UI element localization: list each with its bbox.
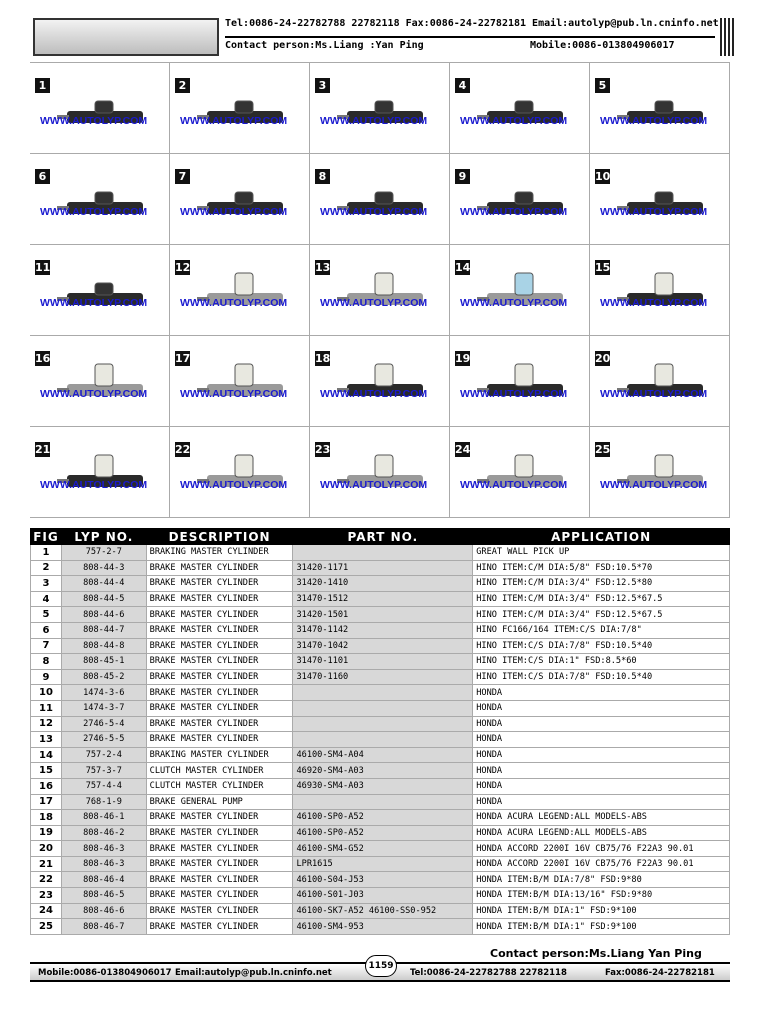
figure-number: 12 — [175, 261, 191, 274]
product-cell — [30, 245, 170, 336]
cylinder-photo — [335, 447, 435, 507]
product-cell — [590, 245, 730, 336]
figure-number: 17 — [175, 352, 191, 365]
table-row — [31, 560, 730, 576]
product-cell — [310, 245, 450, 336]
application-cell: HONDA — [473, 716, 730, 732]
fig-cell: 5 — [31, 607, 62, 623]
application-cell: HINO ITEM:C/S DIA:7/8" FSD:10.5*40 — [473, 638, 730, 654]
application-cell: HINO ITEM:C/M DIA:3/4" FSD:12.5*80 — [473, 576, 730, 592]
part-no-cell: 31470-1160 — [293, 669, 473, 685]
figure-number: 5 — [595, 78, 610, 93]
figure-number: 22 — [175, 443, 191, 456]
table-row — [31, 810, 730, 826]
fig-cell: 8 — [31, 654, 62, 670]
cylinder-photo — [195, 447, 295, 507]
footer-fax: Fax:0086-24-22782181 — [605, 968, 715, 978]
footer-mobile: Mobile:0086-013804906017 — [38, 968, 172, 978]
product-cell — [30, 63, 170, 154]
product-cell — [310, 63, 450, 154]
application-cell: HONDA ACCORD 2200I 16V CB75/76 F22A3 90.01 — [473, 841, 730, 857]
fig-cell: 1 — [31, 545, 62, 561]
fig-cell: 21 — [31, 856, 62, 872]
description-cell: BRAKE MASTER CYLINDER — [146, 732, 293, 748]
product-cell — [450, 63, 590, 154]
page-header — [30, 14, 740, 60]
product-cell — [450, 427, 590, 518]
cylinder-photo — [195, 83, 295, 143]
product-cell — [310, 336, 450, 427]
col-lyp-no: LYP NO. — [61, 529, 146, 545]
watermark-text: WWW.AUTOLYP.COM — [320, 115, 428, 127]
header-rule — [225, 36, 715, 38]
fig-cell: 13 — [31, 732, 62, 748]
cylinder-photo — [335, 174, 435, 234]
product-cell — [590, 154, 730, 245]
lyp-no-cell: 1474-3-7 — [61, 700, 146, 716]
lyp-no-cell: 757-4-4 — [61, 778, 146, 794]
description-cell: BRAKE MASTER CYLINDER — [146, 560, 293, 576]
mobile-number: Mobile:0086-013804906017 — [530, 40, 675, 51]
description-cell: BRAKE MASTER CYLINDER — [146, 716, 293, 732]
watermark-text: WWW.AUTOLYP.COM — [180, 479, 288, 491]
fig-cell: 20 — [31, 841, 62, 857]
application-cell: HINO ITEM:C/S DIA:7/8" FSD:10.5*40 — [473, 669, 730, 685]
product-cell — [450, 245, 590, 336]
watermark-text: WWW.AUTOLYP.COM — [180, 297, 288, 309]
cylinder-photo — [475, 265, 575, 325]
product-cell — [310, 154, 450, 245]
description-cell: BRAKE MASTER CYLINDER — [146, 607, 293, 623]
cylinder-photo — [335, 356, 435, 416]
lyp-no-cell: 1474-3-6 — [61, 685, 146, 701]
fig-cell: 24 — [31, 903, 62, 919]
cylinder-photo — [335, 265, 435, 325]
description-cell: BRAKE MASTER CYLINDER — [146, 654, 293, 670]
lyp-no-cell: 808-44-6 — [61, 607, 146, 623]
application-cell: HONDA ITEM:B/M DIA:1" FSD:9*100 — [473, 903, 730, 919]
fig-cell: 4 — [31, 591, 62, 607]
product-cell — [170, 63, 310, 154]
col-description: DESCRIPTION — [146, 529, 293, 545]
part-no-cell: 46100-SP0-A52 — [293, 810, 473, 826]
fig-cell: 14 — [31, 747, 62, 763]
figure-number: 4 — [455, 78, 470, 93]
barcode-decoration — [720, 18, 736, 56]
table-row — [31, 841, 730, 857]
table-row — [31, 794, 730, 810]
watermark-text: WWW.AUTOLYP.COM — [600, 206, 708, 218]
lyp-no-cell: 808-44-8 — [61, 638, 146, 654]
footer-email: Email:autolyp@pub.ln.cninfo.net — [175, 968, 332, 978]
logo-box — [33, 18, 219, 56]
cylinder-photo — [335, 83, 435, 143]
product-cell — [30, 154, 170, 245]
table-row — [31, 638, 730, 654]
lyp-no-cell: 808-46-7 — [61, 919, 146, 935]
lyp-no-cell: 808-46-3 — [61, 841, 146, 857]
product-cell — [30, 336, 170, 427]
table-row — [31, 763, 730, 779]
description-cell: BRAKE MASTER CYLINDER — [146, 685, 293, 701]
part-no-cell: 31470-1101 — [293, 654, 473, 670]
product-cell — [590, 336, 730, 427]
lyp-no-cell: 2746-5-5 — [61, 732, 146, 748]
figure-number: 15 — [595, 261, 611, 274]
watermark-text: WWW.AUTOLYP.COM — [180, 115, 288, 127]
figure-number: 18 — [315, 352, 331, 365]
description-cell: CLUTCH MASTER CYLINDER — [146, 763, 293, 779]
product-cell — [30, 427, 170, 518]
part-no-cell: LPR1615 — [293, 856, 473, 872]
lyp-no-cell: 757-2-7 — [61, 545, 146, 561]
part-no-cell: 31420-1410 — [293, 576, 473, 592]
fig-cell: 3 — [31, 576, 62, 592]
application-cell: HONDA — [473, 700, 730, 716]
lyp-no-cell: 768-1-9 — [61, 794, 146, 810]
description-cell: BRAKE MASTER CYLINDER — [146, 888, 293, 904]
lyp-no-cell: 757-2-4 — [61, 747, 146, 763]
application-cell: HONDA ACURA LEGEND:ALL MODELS-ABS — [473, 825, 730, 841]
figure-number: 14 — [455, 261, 471, 274]
figure-number: 11 — [35, 261, 51, 274]
watermark-text: WWW.AUTOLYP.COM — [460, 388, 568, 400]
table-row — [31, 700, 730, 716]
product-cell — [310, 427, 450, 518]
description-cell: BRAKE MASTER CYLINDER — [146, 700, 293, 716]
figure-number: 8 — [315, 169, 330, 184]
description-cell: BRAKE MASTER CYLINDER — [146, 856, 293, 872]
lyp-no-cell: 808-44-7 — [61, 622, 146, 638]
table-row — [31, 825, 730, 841]
lyp-no-cell: 808-44-4 — [61, 576, 146, 592]
application-cell: HINO ITEM:C/S DIA:1" FSD:8.5*60 — [473, 654, 730, 670]
part-no-cell: 31470-1512 — [293, 591, 473, 607]
figure-number: 25 — [595, 443, 611, 456]
application-cell: HONDA — [473, 778, 730, 794]
lyp-no-cell: 808-46-3 — [61, 856, 146, 872]
watermark-text: WWW.AUTOLYP.COM — [600, 115, 708, 127]
part-no-cell: 46100-S01-J03 — [293, 888, 473, 904]
figure-number: 6 — [35, 169, 50, 184]
application-cell: HONDA — [473, 732, 730, 748]
lyp-no-cell: 808-46-1 — [61, 810, 146, 826]
fig-cell: 11 — [31, 700, 62, 716]
application-cell: HONDA — [473, 747, 730, 763]
col-part-no: PART NO. — [293, 529, 473, 545]
description-cell: BRAKE MASTER CYLINDER — [146, 825, 293, 841]
fig-cell: 17 — [31, 794, 62, 810]
watermark-text: WWW.AUTOLYP.COM — [600, 479, 708, 491]
part-no-cell: 46100-SM4-A04 — [293, 747, 473, 763]
description-cell: BRAKE MASTER CYLINDER — [146, 841, 293, 857]
application-cell: HINO ITEM:C/M DIA:3/4" FSD:12.5*67.5 — [473, 607, 730, 623]
watermark-text: WWW.AUTOLYP.COM — [460, 115, 568, 127]
product-cell — [450, 154, 590, 245]
watermark-text: WWW.AUTOLYP.COM — [460, 479, 568, 491]
product-cell — [170, 427, 310, 518]
table-row — [31, 607, 730, 623]
watermark-text: WWW.AUTOLYP.COM — [320, 206, 428, 218]
table-row — [31, 778, 730, 794]
lyp-no-cell: 808-46-5 — [61, 888, 146, 904]
lyp-no-cell: 808-45-2 — [61, 669, 146, 685]
cylinder-photo — [615, 447, 715, 507]
figure-number: 10 — [595, 170, 611, 183]
description-cell: CLUTCH MASTER CYLINDER — [146, 778, 293, 794]
description-cell: BRAKE MASTER CYLINDER — [146, 903, 293, 919]
application-cell: HINO ITEM:C/M DIA:3/4" FSD:12.5*67.5 — [473, 591, 730, 607]
figure-number: 1 — [35, 78, 50, 93]
application-cell: HONDA ACURA LEGEND:ALL MODELS-ABS — [473, 810, 730, 826]
product-cell — [170, 245, 310, 336]
part-no-cell: 46930-SM4-A03 — [293, 778, 473, 794]
description-cell: BRAKING MASTER CYLINDER — [146, 747, 293, 763]
cylinder-photo — [475, 83, 575, 143]
watermark-text: WWW.AUTOLYP.COM — [600, 297, 708, 309]
part-no-cell — [293, 794, 473, 810]
table-row — [31, 654, 730, 670]
watermark-text: WWW.AUTOLYP.COM — [40, 388, 148, 400]
description-cell: BRAKE MASTER CYLINDER — [146, 576, 293, 592]
figure-number: 21 — [35, 443, 51, 456]
fig-cell: 23 — [31, 888, 62, 904]
application-cell: HONDA ITEM:B/M DIA:13/16" FSD:9*80 — [473, 888, 730, 904]
part-no-cell — [293, 716, 473, 732]
fig-cell: 22 — [31, 872, 62, 888]
application-cell: HONDA — [473, 794, 730, 810]
table-header-row — [31, 529, 730, 545]
figure-number: 20 — [595, 352, 611, 365]
figure-number: 2 — [175, 78, 190, 93]
cylinder-photo — [475, 447, 575, 507]
watermark-text: WWW.AUTOLYP.COM — [320, 479, 428, 491]
product-cell — [170, 336, 310, 427]
figure-number: 24 — [455, 443, 471, 456]
part-no-cell — [293, 545, 473, 561]
watermark-text: WWW.AUTOLYP.COM — [320, 297, 428, 309]
fig-cell: 6 — [31, 622, 62, 638]
cylinder-photo — [55, 356, 155, 416]
cylinder-photo — [615, 265, 715, 325]
part-no-cell: 31470-1142 — [293, 622, 473, 638]
table-row — [31, 716, 730, 732]
fig-cell: 18 — [31, 810, 62, 826]
cylinder-photo — [195, 174, 295, 234]
lyp-no-cell: 808-46-4 — [61, 872, 146, 888]
cylinder-photo — [55, 447, 155, 507]
part-no-cell: 31470-1042 — [293, 638, 473, 654]
description-cell: BRAKE MASTER CYLINDER — [146, 622, 293, 638]
lyp-no-cell: 808-46-2 — [61, 825, 146, 841]
figure-number: 16 — [35, 352, 51, 365]
table-row — [31, 747, 730, 763]
table-row — [31, 669, 730, 685]
description-cell: BRAKE GENERAL PUMP — [146, 794, 293, 810]
lyp-no-cell: 757-3-7 — [61, 763, 146, 779]
contact-person: Contact person:Ms.Liang :Yan Ping — [225, 40, 424, 51]
lyp-no-cell: 2746-5-4 — [61, 716, 146, 732]
part-no-cell: 31420-1171 — [293, 560, 473, 576]
watermark-text: WWW.AUTOLYP.COM — [40, 479, 148, 491]
application-cell: HINO FC166/164 ITEM:C/S DIA:7/8" — [473, 622, 730, 638]
watermark-text: WWW.AUTOLYP.COM — [40, 297, 148, 309]
fig-cell: 2 — [31, 560, 62, 576]
fig-cell: 10 — [31, 685, 62, 701]
description-cell: BRAKE MASTER CYLINDER — [146, 919, 293, 935]
figure-number: 3 — [315, 78, 330, 93]
lyp-no-cell: 808-44-5 — [61, 591, 146, 607]
lyp-no-cell: 808-45-1 — [61, 654, 146, 670]
bottom-contact: Contact person:Ms.Liang Yan Ping — [490, 947, 702, 960]
page-number: 1159 — [365, 955, 397, 977]
table-row — [31, 872, 730, 888]
application-cell: HINO ITEM:C/M DIA:5/8" FSD:10.5*70 — [473, 560, 730, 576]
fig-cell: 25 — [31, 919, 62, 935]
cylinder-photo — [55, 265, 155, 325]
description-cell: BRAKE MASTER CYLINDER — [146, 638, 293, 654]
lyp-no-cell: 808-44-3 — [61, 560, 146, 576]
cylinder-photo — [55, 83, 155, 143]
contact-line: Tel:0086-24-22782788 22782118 Fax:0086-24-22782181 Email:autolyp@pub.ln.cninfo.net — [225, 18, 719, 29]
part-no-cell — [293, 732, 473, 748]
application-cell: HONDA ITEM:B/M DIA:7/8" FSD:9*80 — [473, 872, 730, 888]
watermark-text: WWW.AUTOLYP.COM — [40, 115, 148, 127]
parts-table — [30, 528, 730, 935]
table-row — [31, 856, 730, 872]
figure-number: 13 — [315, 261, 331, 274]
part-no-cell: 46100-SM4-G52 — [293, 841, 473, 857]
table-row — [31, 919, 730, 935]
table-row — [31, 888, 730, 904]
lyp-no-cell: 808-46-6 — [61, 903, 146, 919]
fig-cell: 9 — [31, 669, 62, 685]
fig-cell: 15 — [31, 763, 62, 779]
cylinder-photo — [195, 356, 295, 416]
product-cell — [450, 336, 590, 427]
fig-cell: 19 — [31, 825, 62, 841]
cylinder-photo — [475, 356, 575, 416]
table-row — [31, 622, 730, 638]
description-cell: BRAKE MASTER CYLINDER — [146, 669, 293, 685]
product-photo-grid — [30, 62, 730, 517]
description-cell: BRAKE MASTER CYLINDER — [146, 810, 293, 826]
part-no-cell: 46100-S04-J53 — [293, 872, 473, 888]
application-cell: HONDA ITEM:B/M DIA:1" FSD:9*100 — [473, 919, 730, 935]
watermark-text: WWW.AUTOLYP.COM — [180, 206, 288, 218]
part-no-cell: 46100-SM4-953 — [293, 919, 473, 935]
watermark-text: WWW.AUTOLYP.COM — [320, 388, 428, 400]
fig-cell: 16 — [31, 778, 62, 794]
cylinder-photo — [195, 265, 295, 325]
cylinder-photo — [615, 83, 715, 143]
figure-number: 23 — [315, 443, 331, 456]
fig-cell: 7 — [31, 638, 62, 654]
figure-number: 19 — [455, 352, 471, 365]
fig-cell: 12 — [31, 716, 62, 732]
product-cell — [590, 427, 730, 518]
description-cell: BRAKE MASTER CYLINDER — [146, 872, 293, 888]
table-row — [31, 545, 730, 561]
cylinder-photo — [55, 174, 155, 234]
watermark-text: WWW.AUTOLYP.COM — [460, 206, 568, 218]
cylinder-photo — [475, 174, 575, 234]
application-cell: HONDA — [473, 685, 730, 701]
watermark-text: WWW.AUTOLYP.COM — [600, 388, 708, 400]
part-no-cell: 46100-SK7-A52 46100-SS0-952 — [293, 903, 473, 919]
watermark-text: WWW.AUTOLYP.COM — [40, 206, 148, 218]
table-row — [31, 591, 730, 607]
part-no-cell — [293, 685, 473, 701]
table-row — [31, 576, 730, 592]
description-cell: BRAKING MASTER CYLINDER — [146, 545, 293, 561]
part-no-cell: 46920-SM4-A03 — [293, 763, 473, 779]
part-no-cell: 31420-1501 — [293, 607, 473, 623]
col-fig: FIG — [31, 529, 62, 545]
table-row — [31, 903, 730, 919]
application-cell: GREAT WALL PICK UP — [473, 545, 730, 561]
product-cell — [590, 63, 730, 154]
part-no-cell — [293, 700, 473, 716]
application-cell: HONDA — [473, 763, 730, 779]
figure-number: 9 — [455, 169, 470, 184]
footer-tel: Tel:0086-24-22782788 22782118 — [410, 968, 567, 978]
application-cell: HONDA ACCORD 2200I 16V CB75/76 F22A3 90.01 — [473, 856, 730, 872]
table-row — [31, 685, 730, 701]
watermark-text: WWW.AUTOLYP.COM — [460, 297, 568, 309]
part-no-cell: 46100-SP0-A52 — [293, 825, 473, 841]
figure-number: 7 — [175, 169, 190, 184]
watermark-text: WWW.AUTOLYP.COM — [180, 388, 288, 400]
table-row — [31, 732, 730, 748]
cylinder-photo — [615, 356, 715, 416]
product-cell — [170, 154, 310, 245]
cylinder-photo — [615, 174, 715, 234]
col-application: APPLICATION — [473, 529, 730, 545]
description-cell: BRAKE MASTER CYLINDER — [146, 591, 293, 607]
